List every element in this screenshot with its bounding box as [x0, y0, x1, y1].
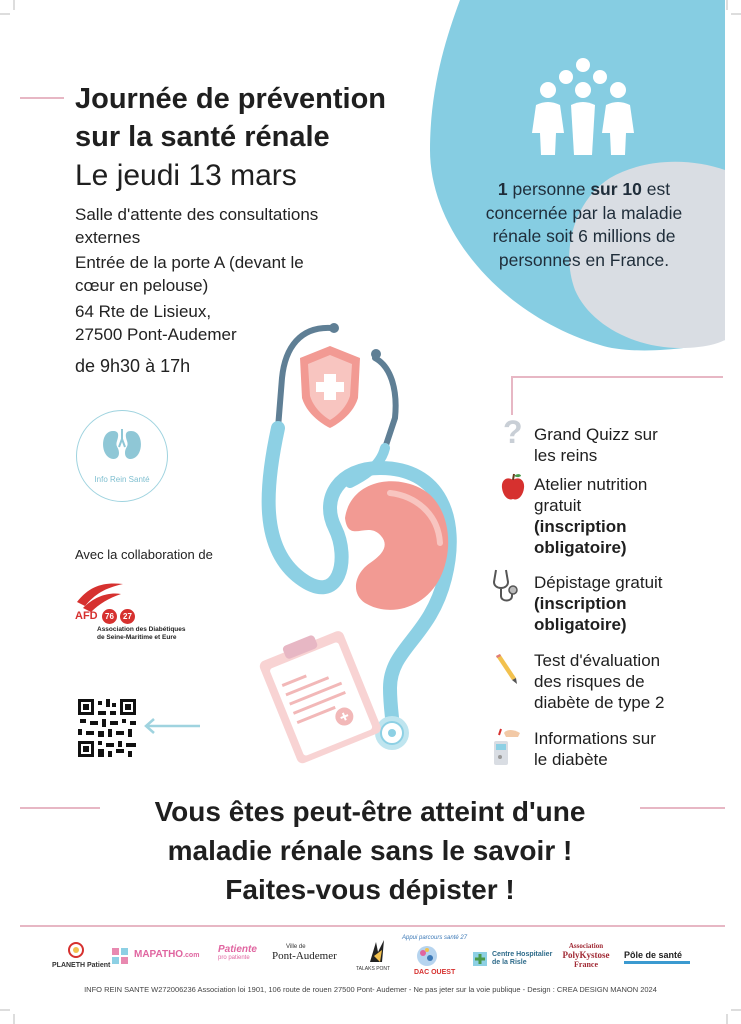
kidneys-icon [99, 427, 145, 467]
slogan-line: maladie rénale sans le savoir ! [167, 835, 573, 866]
apple-icon [499, 472, 527, 502]
mapatho-logo-icon [110, 946, 130, 966]
feature-note: obligatoire) [534, 615, 627, 634]
statistic-text [458, 178, 710, 272]
planeth-logo-icon [66, 940, 86, 960]
feature-line: Grand Quizz sur [534, 425, 658, 444]
title-line: sur la santé rénale [75, 121, 330, 153]
pole-sante-name: Pôle de santé [624, 950, 683, 960]
afd-27-badge: 27 [120, 609, 135, 624]
feature-line: Test d'évaluation [534, 651, 661, 670]
ville-de: Ville de [286, 944, 306, 950]
dac-logo: DAC OUEST [414, 969, 456, 976]
stat-text: est [641, 179, 671, 199]
address-line: 27500 Pont-Audemer [75, 325, 237, 344]
polykystose-logo [558, 942, 614, 969]
qr-code[interactable] [78, 699, 136, 757]
afd-76-badge: 76 [102, 609, 117, 624]
features-frame [510, 375, 725, 415]
event-title [75, 80, 386, 156]
people-group-icon [528, 55, 638, 160]
feature-line: les reins [534, 446, 598, 465]
feature-note: obligatoire) [534, 538, 627, 557]
partner-logos [0, 936, 741, 981]
title-rule [20, 97, 64, 99]
stethoscope-icon [490, 568, 524, 606]
footer-legal: INFO REIN SANTE W272006236 Association loi 1901, 106 route de rouen 27500 Pont- Audemer - Ne pas jeter sur la voie publique - Design : CREA DESIGN MANON 2024 [84, 985, 657, 994]
feature-line: le diabète [534, 750, 608, 769]
location-line: externes [75, 228, 141, 247]
stat-ratio: sur 10 [590, 179, 642, 199]
mapatho-name: MAPATHO [134, 949, 184, 960]
pont-audemer-name: Pont-Audemer [272, 950, 337, 962]
event-address [75, 300, 237, 346]
chr-line: Centre Hospitalier [492, 951, 553, 958]
reeds-logo-icon [366, 938, 388, 964]
mapatho-suffix: .com [183, 952, 200, 959]
entrance-line: Entrée de la porte A (devant le [75, 253, 304, 272]
slogan-line: Faites-vous dépister ! [225, 874, 515, 905]
pole-sante-bar [624, 961, 690, 964]
slogan [60, 792, 680, 909]
planeth-logo: PLANETH Patient [52, 962, 111, 969]
pole-sante-logo [624, 950, 690, 964]
dac-arc-text: Appui parcours santé 27 [402, 935, 468, 941]
pencil-icon [492, 652, 520, 686]
slogan-line: Vous êtes peut-être atteint d'une [154, 796, 586, 827]
question-mark-icon: ? [503, 414, 523, 450]
pont-audemer-logo [272, 944, 352, 962]
feature-informations [534, 728, 724, 770]
collaboration-label: Avec la collaboration de [75, 547, 213, 562]
stat-count: 1 [497, 179, 508, 199]
event-entrance [75, 251, 304, 297]
entrance-line: cœur en pelouse) [75, 276, 209, 295]
feature-line: Atelier nutrition [534, 475, 648, 494]
event-date: Le jeudi 13 mars [75, 159, 297, 192]
assoc-line: de Seine-Maritime et Eure [97, 634, 177, 641]
stethoscope-kidney-illustration [240, 318, 510, 768]
event-hours: de 9h30 à 17h [75, 356, 191, 376]
location-line: Salle d'attente des consultations [75, 205, 319, 224]
event-location [75, 203, 318, 249]
poly-line: PolyKystose [562, 950, 610, 960]
title-line: Journée de prévention [75, 83, 387, 115]
dac-logo-icon [415, 944, 439, 968]
patiente-logo [218, 944, 268, 961]
chr-logo-icon [471, 950, 489, 968]
feature-line: Dépistage gratuit [534, 573, 663, 592]
patiente-sub: pro patiente [218, 955, 250, 961]
address-line: 64 Rte de Lisieux, [75, 302, 212, 321]
info-rein-sante-label: Info Rein Santé [94, 475, 150, 484]
patiente-name: Patiente [218, 944, 257, 955]
feature-note: (inscription [534, 594, 627, 613]
stat-line: concernée par la maladie [485, 202, 683, 223]
afd-logo [75, 580, 235, 640]
chr-logo [492, 951, 552, 967]
poly-line: France [574, 960, 598, 969]
feature-test-diabete [534, 650, 724, 713]
afd-association-name [97, 626, 186, 642]
chr-line: de la Risle [492, 959, 527, 966]
feature-line: Informations sur [534, 729, 656, 748]
afd-text: AFD [75, 610, 98, 622]
mapatho-logo [134, 949, 199, 960]
feature-line: des risques de [534, 672, 645, 691]
info-rein-sante-logo [76, 410, 168, 502]
feature-nutrition [534, 474, 724, 558]
partners-rule [20, 925, 725, 927]
stat-line: personnes en France. [498, 249, 670, 270]
reeds-logo: TALAKS PONT [356, 966, 391, 972]
feature-line: gratuit [534, 496, 582, 515]
feature-note: (inscription [534, 517, 627, 536]
glucose-meter-icon [490, 727, 524, 769]
stat-text: personne [507, 179, 591, 199]
feature-depistage [534, 572, 724, 635]
poly-line: Association [568, 942, 604, 950]
feature-quizz [534, 424, 724, 466]
stat-line: rénale soit 6 millions de [492, 226, 676, 246]
arrow-left-icon [142, 716, 202, 736]
feature-line: diabète de type 2 [534, 693, 665, 712]
assoc-line: Association des Diabétiques [97, 626, 186, 633]
